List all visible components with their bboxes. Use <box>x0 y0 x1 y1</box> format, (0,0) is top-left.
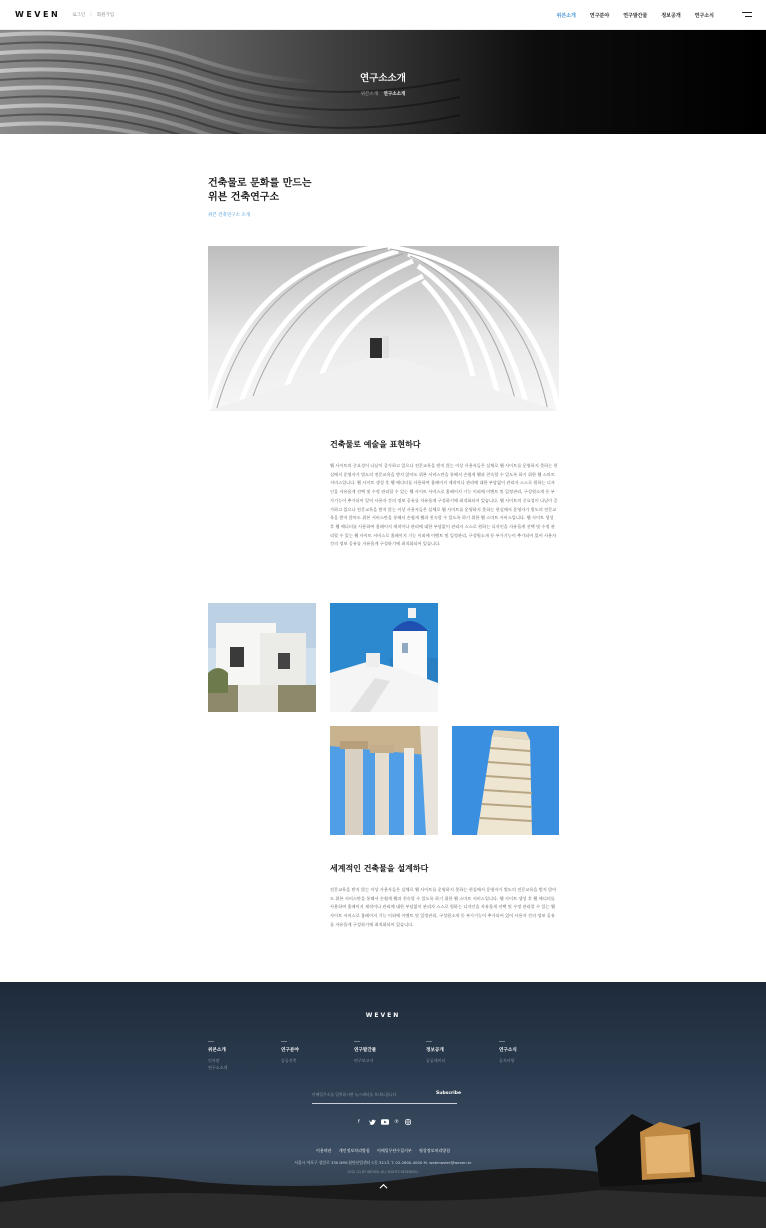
section2-title: 세계적인 건축물을 설계하다 <box>330 864 429 873</box>
footer-col-publications <box>354 1047 414 1064</box>
subscribe-email-input[interactable]: 이메일주소를 입력하시면 뉴스레터를 보내드립니다 <box>312 1092 397 1097</box>
breadcrumb-current: 연구소소개 <box>383 92 406 97</box>
signup-link[interactable]: 회원가입 <box>96 12 115 18</box>
video-policy-link[interactable]: 영상정보처리방침 <box>419 1148 450 1153</box>
footer-copyright: 2022 (C) BY WEVEN. ALL RIGHTS RESERVED. <box>347 1170 419 1174</box>
footer-col-about <box>208 1047 268 1071</box>
leaning-tower-photo <box>452 726 559 835</box>
youtube-icon[interactable] <box>381 1119 389 1125</box>
site-logo[interactable]: WEVEN <box>15 10 61 19</box>
instagram-icon[interactable] <box>405 1119 411 1125</box>
columns-photo <box>330 726 438 835</box>
section1-text: 웹 사이트의 중요성이 나날이 증가하고 있으나 전문교육을 받지 않는 이상 사용자들은 실체로 웹 사이트를 운영하지 못하는 현실에서 운영자가 별도의 전문교육을 받지 않아도 위븐 서비스만을 통해서 손쉽게 웹과 친숙할 수 있도록 하기 위한 웹 스마트 서비스입니다. 웹 사이트 생성 후 웹 에디터를 사용하여 홈페이지 제작이나 관리에 대한 부담없이 관리자 스스로 원하는 디자인을 자유롭게 선택 및 수정 관리할 수 있는 웹 사이트 서비스로 홈페이지 기능 이외에 이벤트 및 일정관리, 구성원소개 등 부가기능이 추가되어 있어 사용자 간의 정보 공유를 자유롭게 구성하기에 최적화되어 있습니다. 웹 사이트의 중요성이 나날이 증가하고 있으나 전문교육을 받지 않는 이상 사용자들은 실체로 웹 사이트를 운영하지 못하는 현실에서 운영자가 별도의 전문교육을 받지 않아도 위븐 서비스만을 통해서 손쉽게 웹과 친숙할 수 있도록 하기 위한 웹 스마트 서비스입니다. 웹 사이트 생성 후 웹 에디터를 사용하여 홈페이지 제작이나 관리에 대한 부담없이 관리자 스스로 원하는 디자인을 자유롭게 선택 및 수정 관리할 수 있는 웹 사이트 서비스로 홈페이지 기능 이외에 이벤트 및 일정관리, 구성원소개 등 부가기능이 추가되어 있어 사용자 간의 정보 공유를 자유롭게 구성하기에 최적화되어 있습니다. <box>330 463 558 547</box>
nav-item-disclosure[interactable]: 정보공개 <box>661 12 681 19</box>
white-house-photo <box>208 603 316 712</box>
footer-address: 서울시 마포구 성암로 330 DMC첨단산업센터 C동 321호 T. 02-2600-4000 M. webmaster@weven.kr <box>294 1160 472 1165</box>
subscribe-button[interactable]: Subscribe <box>436 1091 462 1096</box>
pinterest-icon[interactable]: ℗ <box>394 1119 399 1125</box>
corridor-photo <box>208 246 559 411</box>
menu-icon[interactable] <box>742 12 752 20</box>
nav-item-publications[interactable]: 연구발간물 <box>623 12 648 19</box>
footer-policy-links <box>0 1148 766 1154</box>
facebook-icon[interactable]: f <box>358 1119 360 1125</box>
footer-link[interactable]: 공공데이터 <box>426 1058 446 1063</box>
footer-divider <box>499 1041 505 1042</box>
footer-divider <box>208 1041 214 1042</box>
footer-divider <box>281 1041 287 1042</box>
footer-col-research <box>281 1047 341 1064</box>
site-footer <box>0 982 766 1228</box>
footer-link[interactable]: 연구소소개 <box>208 1065 228 1070</box>
footer-col-title[interactable]: 정보공개 <box>426 1048 444 1053</box>
footer-logo[interactable]: WEVEN <box>365 1012 401 1019</box>
email-policy-link[interactable]: 이메일무단수집거부 <box>376 1148 412 1153</box>
intro-heading-line2: 위븐 건축연구소 <box>208 192 280 203</box>
nav-item-news[interactable]: 연구소식 <box>694 12 714 19</box>
privacy-link[interactable]: 개인정보처리방침 <box>338 1148 370 1153</box>
footer-link[interactable]: 공지사항 <box>499 1058 515 1063</box>
intro-subtitle: 위븐 건축연구소 소개 <box>208 213 250 218</box>
nav-item-about[interactable]: 위븐소개 <box>556 12 576 19</box>
section1-title: 건축물로 예술을 표현하다 <box>330 440 421 449</box>
subscribe-underline <box>312 1103 457 1104</box>
footer-divider <box>426 1041 432 1042</box>
main-nav <box>543 0 714 30</box>
footer-link[interactable]: 공공건축 <box>281 1058 297 1063</box>
breadcrumb <box>0 91 766 97</box>
footer-col-disclosure <box>426 1047 486 1064</box>
util-menu <box>72 12 114 18</box>
breadcrumb-parent[interactable]: 위븐소개 <box>360 92 379 97</box>
footer-col-title[interactable]: 위븐소개 <box>208 1048 226 1053</box>
footer-link[interactable]: 인사말 <box>208 1058 220 1063</box>
page-title: 연구소소개 <box>360 73 406 84</box>
footer-col-title[interactable]: 연구소식 <box>499 1048 517 1053</box>
scroll-top-icon[interactable] <box>379 1182 388 1191</box>
section2-text: 전문교육을 받지 않는 이상 사용자들은 실체로 웹 사이트를 운영하지 못하는 현실에서 운영자가 별도의 전문교육을 받지 않아도 위븐 서비스만을 통해서 손쉽게 웹과 친숙할 수 있도록 하기 위한 웹 스마트 서비스입니다. 웹 사이트 생성 후 웹 에디터를 사용하여 홈페이지 제작이나 관리에 대한 부담없이 관리자 스스로 원하는 디자인을 자유롭게 선택 및 수정 관리할 수 있는 웹 사이트 서비스로 홈페이지 기능 이외에 이벤트 및 일정관리, 구성원소개 등 부가기능이 추가되어 있어 사용자 간의 정보 공유를 자유롭게 구성하기에 최적화되어 있습니다. <box>330 887 557 927</box>
terms-link[interactable]: 이용약관 <box>316 1148 332 1153</box>
twitter-icon[interactable] <box>369 1119 376 1125</box>
intro-heading <box>208 177 312 205</box>
footer-col-news <box>499 1047 559 1064</box>
site-header <box>0 0 766 30</box>
intro-heading-line1: 건축물로 문화를 만드는 <box>208 178 312 189</box>
footer-link[interactable]: 연구보고서 <box>354 1058 374 1063</box>
footer-divider <box>354 1041 360 1042</box>
nav-item-research[interactable]: 연구분야 <box>589 12 610 19</box>
footer-col-title[interactable]: 연구분야 <box>281 1048 299 1053</box>
blue-dome-church-photo <box>330 603 438 712</box>
util-divider: | <box>90 12 92 17</box>
footer-col-title[interactable]: 연구발간물 <box>354 1048 377 1053</box>
login-link[interactable]: 로그인 <box>72 12 86 18</box>
hero-banner <box>0 30 766 134</box>
